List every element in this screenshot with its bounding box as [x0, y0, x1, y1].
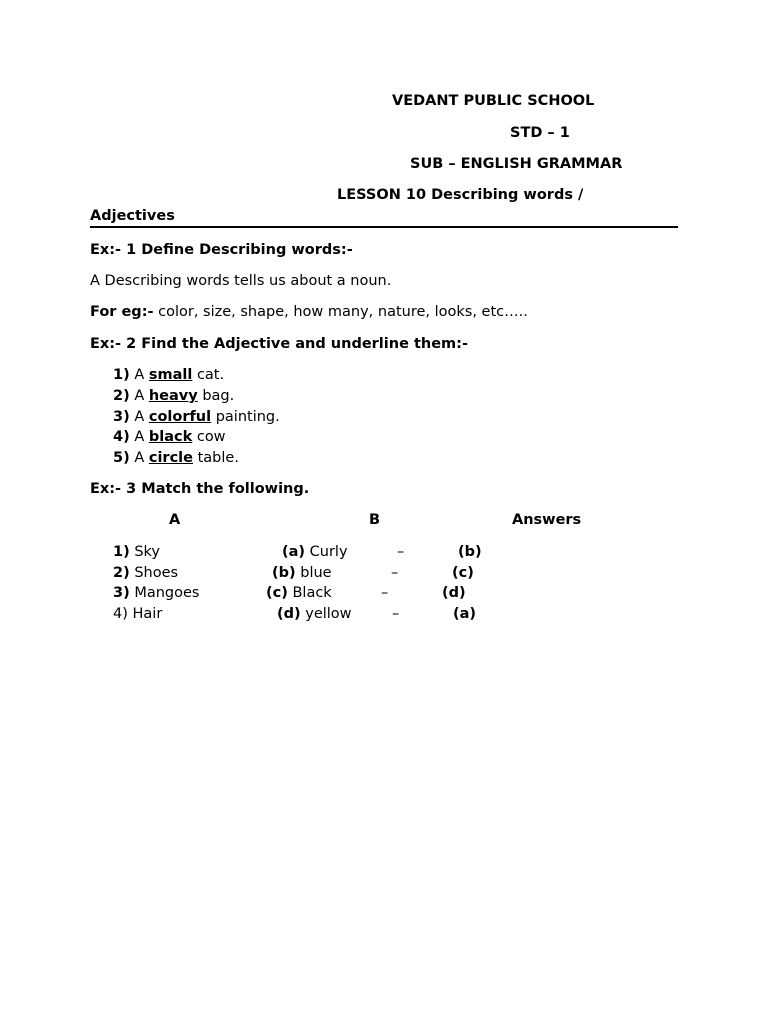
match-row-b [272, 565, 332, 581]
column-header-a: A [169, 512, 181, 528]
adjective-word: black [148, 429, 193, 445]
ex1-example [90, 304, 528, 320]
match-row-b [277, 606, 352, 622]
lesson-title: LESSON 10 Describing words / [337, 187, 584, 203]
ex1-definition: A Describing words tells us about a noun. [90, 273, 392, 289]
row-number: 1) [113, 544, 130, 560]
match-dash: – [392, 606, 400, 622]
lesson-title-continued: Adjectives [90, 208, 175, 224]
adjective-word: circle [148, 450, 193, 466]
b-letter: (a) [282, 544, 306, 560]
match-row-b [282, 544, 348, 560]
adjective-word: colorful [148, 409, 212, 425]
column-a-text: Mangoes [134, 585, 200, 601]
column-header-answers: Answers [512, 512, 582, 528]
match-row-left [113, 606, 162, 622]
match-dash: – [381, 585, 389, 601]
item-number: 2) [113, 388, 130, 404]
row-number: 3) [113, 585, 130, 601]
item-article: A [134, 429, 145, 445]
school-name: VEDANT PUBLIC SCHOOL [392, 93, 595, 109]
match-answer: (c) [452, 565, 474, 581]
match-dash: – [397, 544, 405, 560]
std-label: STD – 1 [510, 125, 570, 141]
example-text: color, size, shape, how many, nature, looks, etc….. [158, 304, 528, 320]
item-article: A [134, 450, 145, 466]
ex2-heading: Ex:- 2 Find the Adjective and underline them:- [90, 336, 468, 352]
b-text: Black [292, 585, 332, 601]
list-item [113, 429, 226, 445]
column-a-text: Shoes [134, 565, 179, 581]
match-answer: (d) [442, 585, 466, 601]
row-number: 4) [113, 606, 128, 622]
item-noun: cat. [196, 367, 225, 383]
match-row-left [113, 565, 178, 581]
list-item [113, 450, 239, 466]
b-letter: (b) [272, 565, 296, 581]
b-text: yellow [305, 606, 352, 622]
match-dash: – [391, 565, 399, 581]
item-noun: bag. [202, 388, 235, 404]
column-a-text: Hair [132, 606, 163, 622]
match-row-b [266, 585, 332, 601]
b-letter: (d) [277, 606, 301, 622]
list-item [113, 388, 234, 404]
match-answer: (b) [458, 544, 482, 560]
ex3-heading: Ex:- 3 Match the following. [90, 481, 310, 497]
item-noun: painting. [215, 409, 280, 425]
column-a-text: Sky [134, 544, 160, 560]
ex1-heading: Ex:- 1 Define Describing words:- [90, 242, 353, 258]
item-article: A [134, 367, 145, 383]
item-number: 1) [113, 367, 130, 383]
list-item [113, 409, 280, 425]
b-text: Curly [309, 544, 348, 560]
row-number: 2) [113, 565, 130, 581]
b-letter: (c) [266, 585, 288, 601]
b-text: blue [300, 565, 332, 581]
item-article: A [134, 388, 145, 404]
subject-label: SUB – ENGLISH GRAMMAR [410, 156, 623, 172]
list-item [113, 367, 224, 383]
item-noun: table. [197, 450, 239, 466]
example-label: For eg:- [90, 304, 154, 320]
match-row-left [113, 544, 160, 560]
column-header-b: B [369, 512, 381, 528]
item-noun: cow [196, 429, 226, 445]
adjective-word: heavy [148, 388, 198, 404]
match-row-left [113, 585, 199, 601]
match-answer: (a) [453, 606, 477, 622]
adjective-word: small [148, 367, 193, 383]
header-divider [90, 226, 678, 228]
item-number: 3) [113, 409, 130, 425]
item-number: 4) [113, 429, 130, 445]
item-number: 5) [113, 450, 130, 466]
item-article: A [134, 409, 145, 425]
